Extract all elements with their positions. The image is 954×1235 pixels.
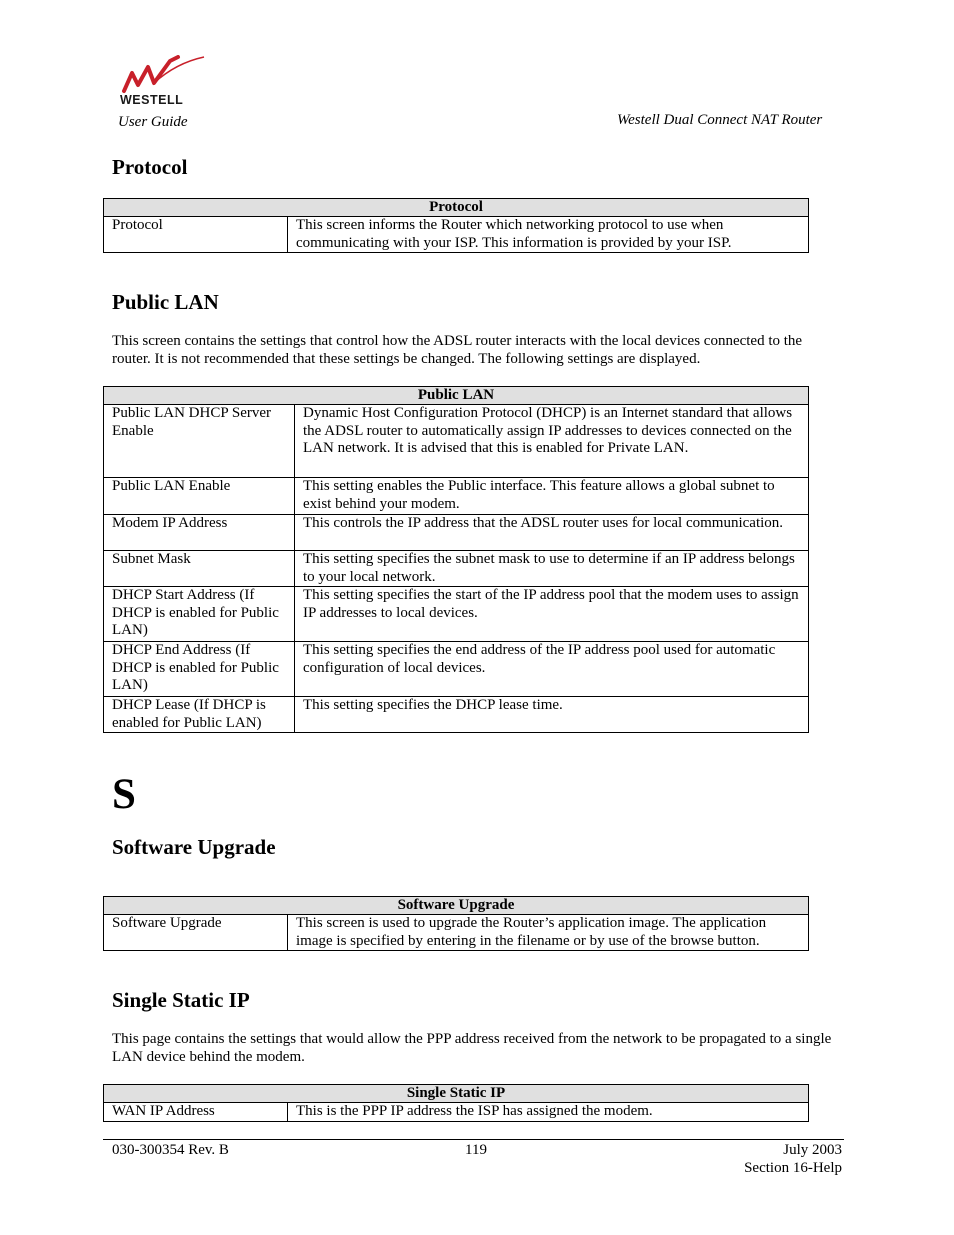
setting-name: DHCP Start Address (If DHCP is enabled for Public LAN) xyxy=(104,587,295,642)
setting-name: Software Upgrade xyxy=(104,915,288,951)
public-lan-table xyxy=(103,386,809,733)
public-lan-heading: Public LAN xyxy=(112,290,219,314)
setting-name: DHCP End Address (If DHCP is enabled for Public LAN) xyxy=(104,642,295,697)
setting-name: DHCP Lease (If DHCP is enabled for Public LAN) xyxy=(104,697,295,733)
table-row xyxy=(104,551,809,587)
setting-name: Subnet Mask xyxy=(104,551,295,587)
setting-name: Public LAN Enable xyxy=(104,478,295,515)
setting-name: Modem IP Address xyxy=(104,515,295,551)
setting-description: This controls the IP address that the ADSL router uses for local communication. xyxy=(295,515,809,551)
logo-text: WESTELL xyxy=(120,93,184,107)
setting-description: This setting specifies the DHCP lease time. xyxy=(295,697,809,733)
westell-logo xyxy=(118,55,208,107)
setting-description: This setting enables the Public interface. This feature allows a global subnet to exist behind your modem. xyxy=(295,478,809,515)
table-row xyxy=(104,642,809,697)
setting-description: This screen is used to upgrade the Router’s application image. The application image is specified by entering in the filename or by use of the browse button. xyxy=(288,915,809,951)
software-upgrade-table xyxy=(103,896,809,951)
footer-page-number: 119 xyxy=(465,1142,487,1158)
protocol-table xyxy=(103,198,809,253)
setting-description: This setting specifies the start of the IP address pool that the modem uses to assign IP addresses to local devices. xyxy=(295,587,809,642)
setting-name: Protocol xyxy=(104,217,288,253)
public-lan-intro: This screen contains the settings that control how the ADSL router interacts with the local devices connected to the router. It is not recommended that these settings be changed. The following settings are displayed. xyxy=(112,333,803,367)
setting-description: This screen informs the Router which networking protocol to use when communicating with your ISP. This information is provided by your ISP. xyxy=(288,217,809,253)
single-static-ip-heading: Single Static IP xyxy=(112,988,250,1012)
header-user-guide: User Guide xyxy=(118,114,188,130)
header-product-name: Westell Dual Connect NAT Router xyxy=(617,112,823,128)
footer-date: July 2003 xyxy=(783,1142,842,1158)
setting-name: WAN IP Address xyxy=(104,1103,288,1122)
footer-doc-number: 030-300354 Rev. B xyxy=(112,1142,229,1158)
table-row xyxy=(104,1103,809,1122)
westell-swoosh-icon xyxy=(118,55,208,95)
setting-name: Public LAN DHCP Server Enable xyxy=(104,405,295,478)
footer-section: Section 16-Help xyxy=(744,1160,842,1176)
table-row xyxy=(104,915,809,951)
software-upgrade-heading: Software Upgrade xyxy=(112,835,276,859)
table-row xyxy=(104,515,809,551)
setting-description: This is the PPP IP address the ISP has assigned the modem. xyxy=(288,1103,809,1122)
protocol-table-title: Protocol xyxy=(104,199,809,217)
software-upgrade-table-title: Software Upgrade xyxy=(104,897,809,915)
setting-description: This setting specifies the subnet mask to use to determine if an IP address belongs to your local network. xyxy=(295,551,809,587)
setting-description: This setting specifies the end address of the IP address pool used for automatic configuration of local devices. xyxy=(295,642,809,697)
single-static-ip-table-title: Single Static IP xyxy=(104,1085,809,1103)
table-row xyxy=(104,405,809,478)
section-letter: S xyxy=(112,771,136,818)
footer-divider xyxy=(103,1139,844,1140)
table-row xyxy=(104,697,809,733)
public-lan-table-title: Public LAN xyxy=(104,387,809,405)
single-static-ip-intro: This page contains the settings that would allow the PPP address received from the network to be propagated to a single LAN device behind the modem. xyxy=(112,1031,832,1065)
single-static-ip-table xyxy=(103,1084,809,1122)
table-row xyxy=(104,478,809,515)
table-row xyxy=(104,587,809,642)
table-row xyxy=(104,217,809,253)
setting-description: Dynamic Host Configuration Protocol (DHCP) is an Internet standard that allows the ADSL router to automatically assign IP addresses to devices connected on the LAN network. It is advised that this is enabled for Private LAN. xyxy=(295,405,809,478)
protocol-heading: Protocol xyxy=(112,155,188,179)
